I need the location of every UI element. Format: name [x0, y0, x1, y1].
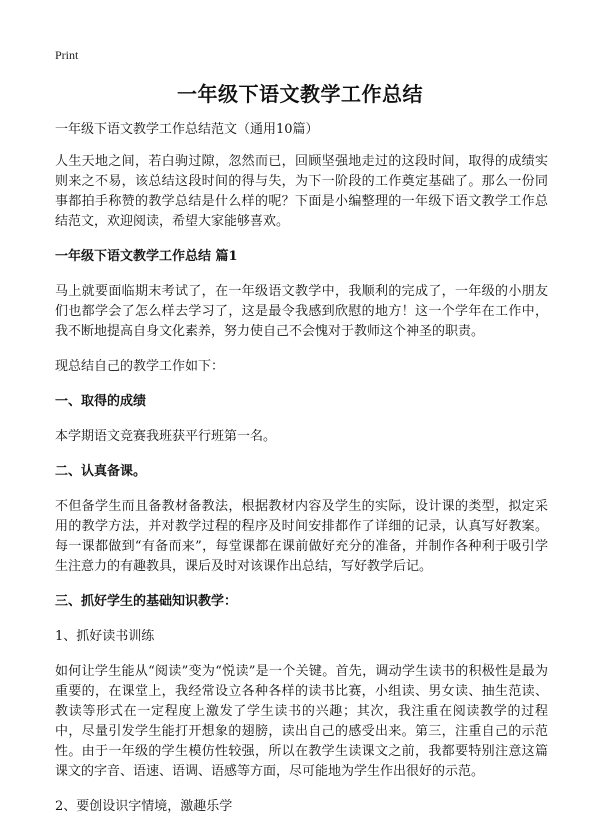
document-title: 一年级下语文教学工作总结 — [177, 82, 423, 106]
print-link[interactable]: Print — [55, 48, 79, 62]
paragraph-3: 本学期语文竞赛我班获平行班第一名。 — [55, 429, 277, 444]
heading-lesson-prep: 二、认真备课。 — [55, 464, 147, 479]
intro-paragraph: 人生天地之间，若白驹过隙，忽然而已，回顾坚强地走过的这段时间，取得的成绩实则来之不易，该总结这段时间的得与失，为下一阶段的工作奠定基础了。那么一份同事都拍手称赞的教学总结是什么样的呢？下面是小编整理的一年级下语文教学工作总结范文，欢迎阅读，希望大家能够喜欢。 — [55, 154, 548, 229]
subheading-literacy: 2、要创设识字情境，激趣乐学 — [55, 799, 233, 814]
paragraph-4: 不但备学生而且备教材备教法，根据教材内容及学生的实际，设计课的类型，拟定采用的教学方法，并对教学过程的程序及时间安排都作了详细的记录，认真写好教案。每一课都做到“有备而来”，每堂课都在课前做好充分的准备，并制作各种利于吸引学生注意力的有趣教具，课后及时对该课作出总结，写好教学后记。 — [55, 499, 548, 574]
paragraph-1: 马上就要面临期末考试了，在一年级语文教学中，我顺利的完成了，一年级的小朋友们也都学会了怎么样去学习了，这是最令我感到欣慰的地方！这一个学年在工作中，我不断地提高自身文化素养，努力使自己不会愧对于教师这个神圣的职责。 — [55, 284, 548, 339]
heading-basic-knowledge: 三、抓好学生的基础知识教学： — [55, 594, 238, 609]
document-subtitle: 一年级下语文教学工作总结范文（通用10篇） — [55, 122, 319, 137]
subheading-reading: 1、抓好读书训练 — [55, 629, 155, 644]
paragraph-2: 现总结自己的教学工作如下： — [55, 359, 225, 374]
paragraph-5: 如何让学生能从“阅读”变为“悦读”是一个关键。首先，调动学生读书的积极性是最为重要的，在课堂上，我经常设立各种各样的读书比赛，小组读、男女读、抽生范读、教读等形式在一定程度上激发了学生读书的兴趣；其次，我注重在阅读教学的过程中，尽量引发学生能打开想象的翅膀，读出自己的感受出来。第三，注重自己的示范性。由于一年级的学生模仿性较强，所以在教学生读课文之前，我都要特别注意这篇课文的字音、语速、语调、语感等方面，尽可能地为学生作出很好的示范。 — [55, 664, 548, 779]
document-body — [55, 120, 548, 832]
section-heading: 一年级下语文教学工作总结 篇1 — [55, 249, 238, 264]
heading-achievements: 一、取得的成绩 — [55, 394, 147, 409]
